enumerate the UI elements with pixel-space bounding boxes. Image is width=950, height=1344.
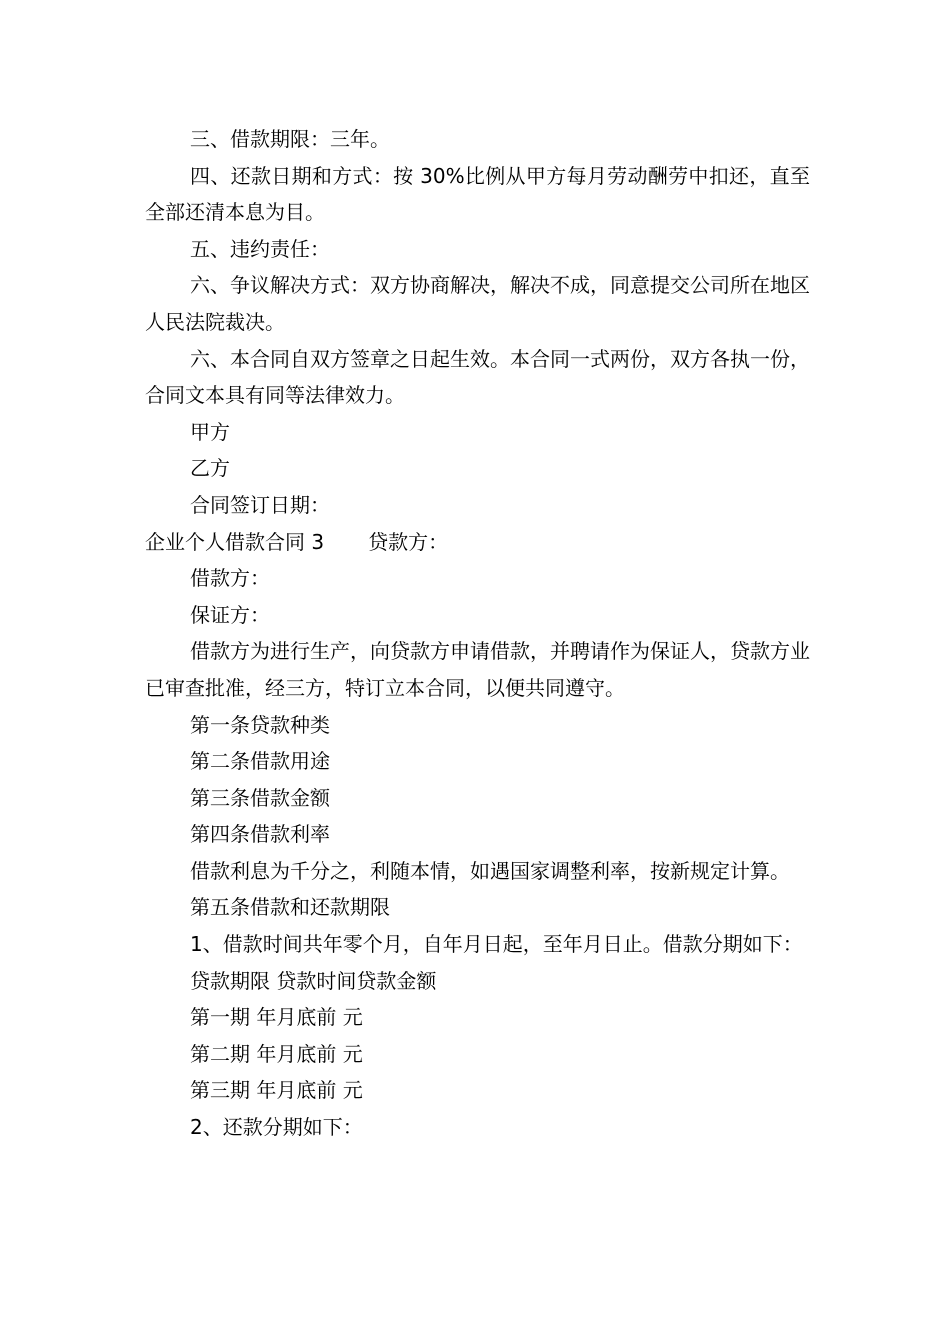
party-b-label: 乙方 bbox=[190, 456, 230, 481]
paragraph-loan-schedule: 1、借款时间共年零个月，自年月日起，至年月日止。借款分期如下： bbox=[190, 932, 803, 957]
section-title-line bbox=[145, 524, 810, 561]
paragraph-repayment: 四、还款日期和方式：按 30%比例从甲方每月劳动酬劳中扣还，直至全部还清本息为目。 bbox=[145, 163, 810, 225]
schedule-header: 贷款期限 贷款时间贷款金额 bbox=[190, 968, 437, 993]
paragraph-repayment-schedule: 2、还款分期如下： bbox=[190, 1115, 363, 1140]
guarantor-label: 保证方： bbox=[190, 602, 270, 627]
paragraph-interest: 借款利息为千分之，利随本情，如遇国家调整利率，按新规定计算。 bbox=[190, 858, 790, 883]
paragraph-loan-term: 三、借款期限：三年。 bbox=[190, 127, 390, 151]
article-4-heading: 第四条借款利率 bbox=[190, 822, 330, 847]
article-1-heading: 第一条贷款种类 bbox=[190, 712, 330, 737]
article-3-heading: 第三条借款金额 bbox=[190, 785, 330, 810]
article-2-heading: 第二条借款用途 bbox=[190, 749, 330, 774]
lender-label: 贷款方： bbox=[368, 529, 449, 554]
party-a-label: 甲方 bbox=[190, 419, 230, 444]
paragraph-preamble: 借款方为进行生产，向贷款方申请借款，并聘请作为保证人，贷款方业已审查批准，经三方，特订立本合同，以便共同遵守。 bbox=[145, 639, 810, 700]
document-body bbox=[145, 121, 810, 1146]
schedule-row-2: 第二期 年月底前 元 bbox=[190, 1041, 363, 1066]
schedule-row-1: 第一期 年月底前 元 bbox=[190, 1005, 363, 1030]
article-5-heading: 第五条借款和还款期限 bbox=[190, 895, 390, 920]
paragraph-liability: 五、违约责任： bbox=[190, 236, 330, 261]
borrower-label: 借款方： bbox=[190, 566, 270, 591]
section-title: 企业个人借款合同 3 bbox=[145, 529, 325, 554]
schedule-row-3: 第三期 年月底前 元 bbox=[190, 1078, 363, 1103]
paragraph-effective: 六、本合同自双方签章之日起生效。本合同一式两份，双方各执一份，合同文本具有同等法律效力。 bbox=[145, 346, 810, 408]
paragraph-dispute: 六、争议解决方式：双方协商解决，解决不成，同意提交公司所在地区人民法院裁决。 bbox=[145, 273, 810, 334]
signing-date-label: 合同签订日期： bbox=[190, 492, 330, 517]
